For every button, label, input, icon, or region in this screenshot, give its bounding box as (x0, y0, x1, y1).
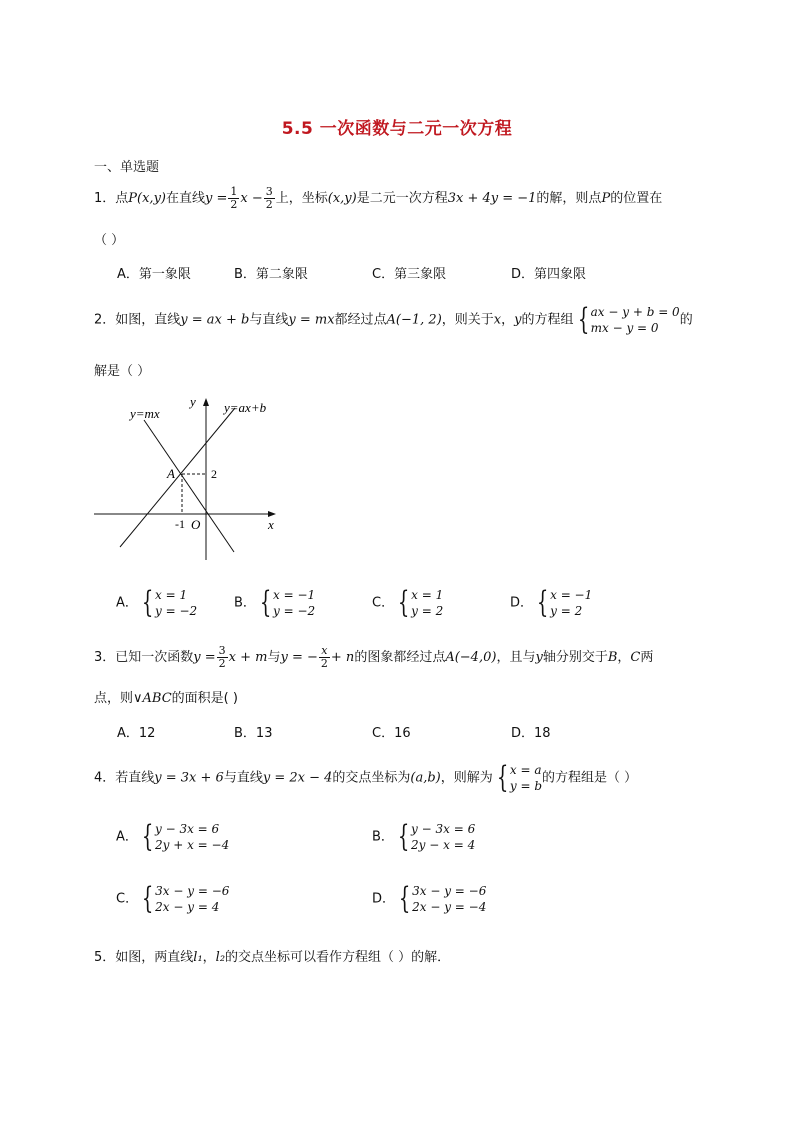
q1-option-b[interactable]: B．第二象限 (234, 267, 308, 282)
question-3-line2: 点，则∨ABC的面积是( ) (94, 691, 238, 706)
q2-option-a[interactable]: A． { x = 1 y = −2 (116, 585, 198, 620)
q1-option-d[interactable]: D．第四象限 (511, 267, 587, 282)
question-3-stem: 3．已知一次函数y = $\frac{3}{2}$ x + m与y = − $\frac{x}{2}$ + n的图象都经过点A(−4,0)，且与y轴分别交于B，C两 (94, 644, 654, 670)
q1-option-c[interactable]: C．第三象限 (372, 267, 447, 282)
q1-fraction: $\frac{1}{2}$ (230, 185, 238, 211)
q1-math: x − (240, 191, 263, 206)
question-2-line2: 解是（ ） (94, 364, 151, 379)
q2-graph (92, 390, 292, 570)
q4-option-d[interactable]: D． { 3x − y = −6 2x − y = −4 (372, 881, 487, 916)
q1-text: 是二元一次方程 (356, 191, 448, 206)
q1-text: 上，坐标 (275, 191, 328, 206)
q1-option-a[interactable]: A．第一象限 (117, 267, 191, 282)
label-point-a: A (167, 466, 175, 481)
page-title: 5.5 一次函数与二元一次方程 (281, 119, 513, 139)
label-minus-one: -1 (175, 517, 185, 531)
q4-option-c[interactable]: C． { 3x − y = −6 2x − y = 4 (116, 881, 230, 916)
q4-option-b[interactable]: B． { y − 3x = 6 2y − x = 4 (372, 819, 476, 854)
question-5-stem: 5．如图，两直线l₁，l₂的交点坐标可以看作方程组（ ）的解． (94, 950, 451, 965)
label-x-axis: x (268, 517, 274, 532)
q1-text: 的解，则点 (536, 191, 602, 206)
q1-math: 3x + 4y = −1 (447, 191, 537, 206)
y-axis-arrow-icon (203, 398, 209, 406)
question-4-stem: 4．若直线y = 3x + 6与直线y = 2x − 4的交点坐标为(a,b)，则解为 { x = a y = b 的方程组是（ ） (94, 760, 638, 795)
q1-math: P (601, 191, 611, 206)
q2-equation-system: { ax − y + b = 0 mx − y = 0 (577, 302, 680, 337)
q1-math: (x,y) (327, 191, 357, 206)
q1-text: 1．点 (94, 191, 129, 206)
q1-fraction: $\frac{3}{2}$ (265, 185, 273, 211)
label-y-mx: y=mx (130, 406, 160, 421)
q3-option-b[interactable]: B．13 (234, 726, 273, 741)
label-origin: O (191, 517, 201, 532)
line-y-mx (144, 420, 234, 552)
q1-math: y = (205, 191, 228, 206)
question-1-blank: （ ） (94, 233, 125, 248)
q1-text: 在直线 (165, 191, 205, 206)
q4-solution-system: { x = a y = b (496, 760, 543, 795)
section-heading: 一、单选题 (94, 160, 160, 175)
q3-option-a[interactable]: A．12 (117, 726, 156, 741)
q2-option-d[interactable]: D． { x = −1 y = 2 (510, 585, 593, 620)
q3-option-d[interactable]: D．18 (511, 726, 551, 741)
question-1-stem (94, 186, 662, 211)
q1-point: P(x,y) (128, 191, 166, 206)
label-y-axis: y (190, 394, 196, 409)
q3-option-c[interactable]: C．16 (372, 726, 411, 741)
q2-option-b[interactable]: B． { x = −1 y = −2 (234, 585, 316, 620)
q1-text: 的位置在 (610, 191, 663, 206)
question-2-stem: 2．如图，直线y = ax + b与直线y = mx都经过点A(−1, 2)，则关于x，y的方程组 { ax − y + b = 0 mx − y = 0 的 (94, 302, 693, 337)
q2-option-c[interactable]: C． { x = 1 y = 2 (372, 585, 444, 620)
label-two: 2 (211, 467, 217, 481)
q4-option-a[interactable]: A． { y − 3x = 6 2y + x = −4 (116, 819, 230, 854)
label-y-ax-b: y=ax+b (224, 400, 267, 415)
